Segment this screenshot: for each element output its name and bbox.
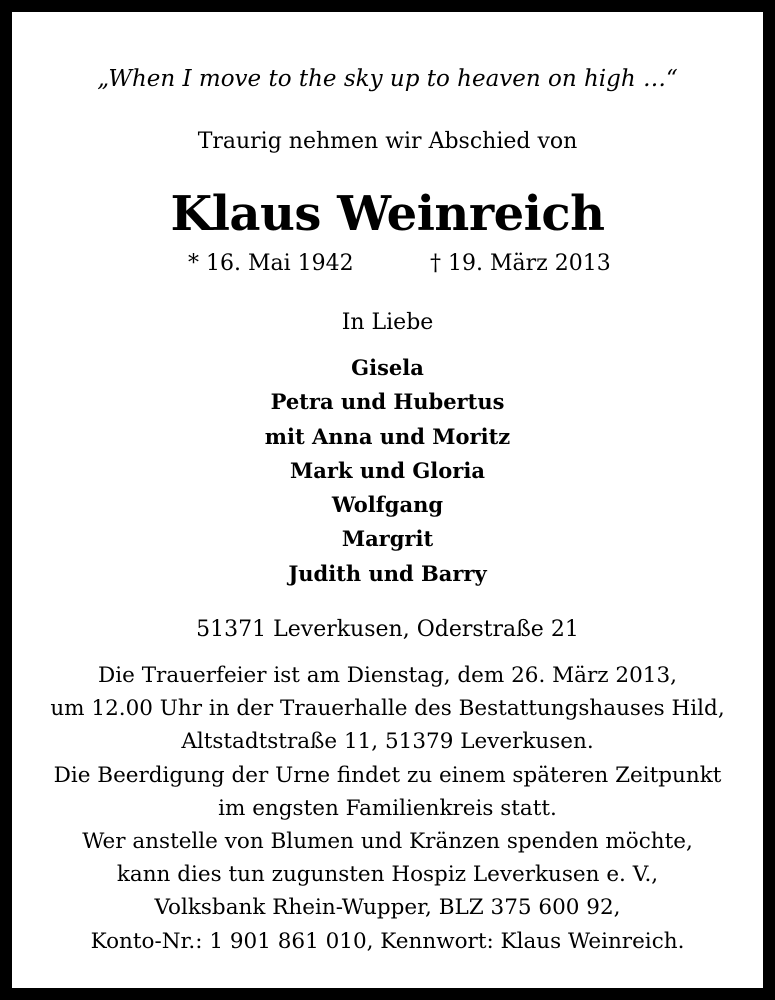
notice-line: Wer anstelle von Blumen und Kränzen spenden möchte,	[82, 829, 693, 855]
mourner-item: Wolfgang	[331, 492, 444, 518]
family-address: 51371 Leverkusen, Oderstraße 21	[196, 617, 579, 642]
death-date: † 19. März 2013	[430, 251, 611, 276]
notice-line: im engsten Familienkreis statt.	[218, 795, 557, 821]
mourners-list	[24, 351, 751, 591]
notice-line: Altstadtstraße 11, 51379 Leverkusen.	[181, 729, 594, 755]
notice-line: Konto-Nr.: 1 901 861 010, Kennwort: Klaus Weinreich.	[90, 928, 685, 954]
mourner-item: Margrit	[341, 526, 434, 552]
intro-text: Traurig nehmen wir Abschied von	[197, 129, 578, 154]
mourner-item: Judith und Barry	[288, 560, 487, 586]
life-dates	[24, 249, 751, 279]
deceased-name: Klaus Weinreich	[170, 186, 605, 242]
mourner-item: Petra und Hubertus	[270, 389, 505, 415]
obituary-content	[24, 24, 751, 976]
mourner-item: mit Anna und Moritz	[264, 423, 511, 449]
notice-line: Die Trauerfeier ist am Dienstag, dem 26. März 2013,	[98, 663, 677, 688]
notice-line: Die Beerdigung der Urne findet zu einem späteren Zeitpunkt	[53, 762, 722, 788]
birth-date: * 16. Mai 1942	[188, 251, 354, 276]
mourner-item: Mark und Gloria	[290, 457, 485, 483]
epigraph-quote: „When I move to the sky up to heaven on high …“	[97, 66, 678, 92]
notice-line: Volksbank Rhein-Wupper, BLZ 375 600 92,	[154, 895, 621, 921]
notice-line: um 12.00 Uhr in der Trauerhalle des Bestattungshauses Hild,	[50, 696, 725, 722]
notice-line: kann dies tun zugunsten Hospiz Leverkusen e. V.,	[116, 862, 659, 888]
funeral-notice	[24, 659, 751, 958]
in-love-text: In Liebe	[341, 310, 434, 335]
mourner-item: Gisela	[351, 355, 424, 380]
